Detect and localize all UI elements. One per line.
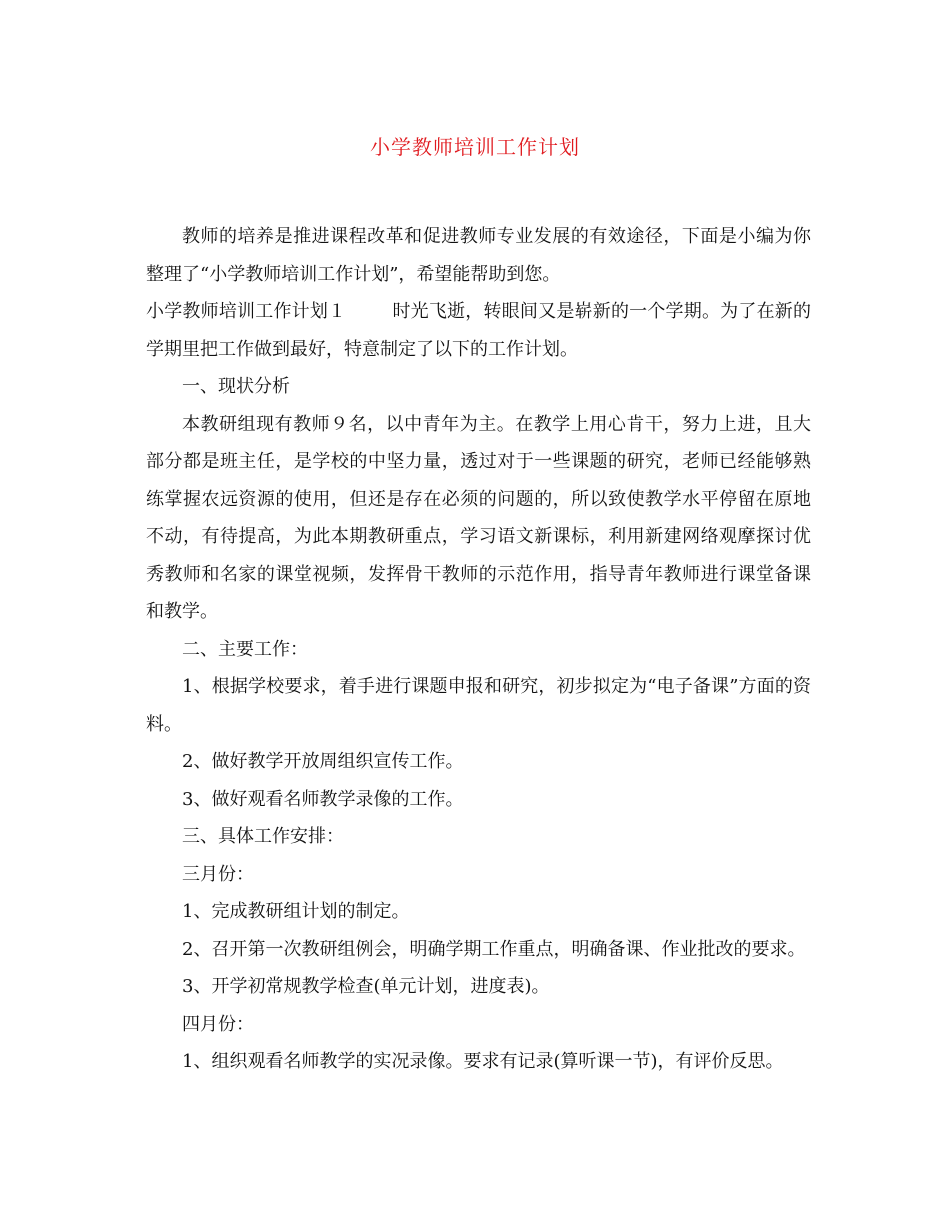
intro-paragraph: 教师的培养是推进课程改革和促进教师专业发展的有效途径，下面是小编为你整理了“小学教师培训工作计划”，希望能帮助到您。 [146, 226, 811, 285]
plan-paragraph [146, 293, 811, 368]
april-item-1: 1、组织观看名师教学的实况录像。要求有记录(算听课一节)，有评价反思。 [182, 1051, 784, 1072]
month-heading-april: 四月份： [182, 1013, 254, 1035]
main-work-item-3: 3、做好观看名师教学录像的工作。 [182, 788, 464, 810]
march-item-2: 2、召开第一次教研组例会，明确学期工作重点，明确备课、作业批改的要求。 [182, 938, 806, 960]
plan-label: 小学教师培训工作计划１ [146, 301, 347, 322]
month-heading-march: 三月份： [182, 863, 254, 885]
section-heading-main-work: 二、主要工作： [182, 638, 308, 660]
main-work-item-2: 2、做好教学开放周组织宣传工作。 [182, 751, 464, 772]
document-title: 小学教师培训工作计划 [370, 135, 580, 159]
section-heading-status: 一、现状分析 [182, 376, 290, 397]
plan-opening: 时光飞逝，转眼间又是崭新的一个学期。为了在新的学期里把工作做到最好，特意制定了以下的工作计划。 [146, 301, 811, 360]
march-item-1: 1、完成教研组计划的制定。 [182, 901, 410, 922]
main-work-item-1: 1、根据学校要求，着手进行课题申报和研究，初步拟定为“电子备课”方面的资料。 [146, 676, 811, 735]
section-heading-arrangement: 三、具体工作安排： [182, 826, 344, 847]
march-item-3: 3、开学初常规教学检查(单元计划，进度表)。 [182, 976, 550, 997]
document-body [146, 218, 811, 1081]
status-paragraph: 本教研组现有教师９名，以中青年为主。在教学上用心肯干，努力上进，且大部分都是班主任，是学校的中坚力量，透过对于一些课题的研究，老师已经能够熟练掌握农远资源的使用，但还是存在必须的问题的，所以致使教学水平停留在原地不动，有待提高，为此本期教研重点，学习语文新课标，利用新建网络观摩探讨优秀教师和名家的课堂视频，发挥骨干教师的示范作用，指导青年教师进行课堂备课和教学。 [146, 413, 811, 622]
